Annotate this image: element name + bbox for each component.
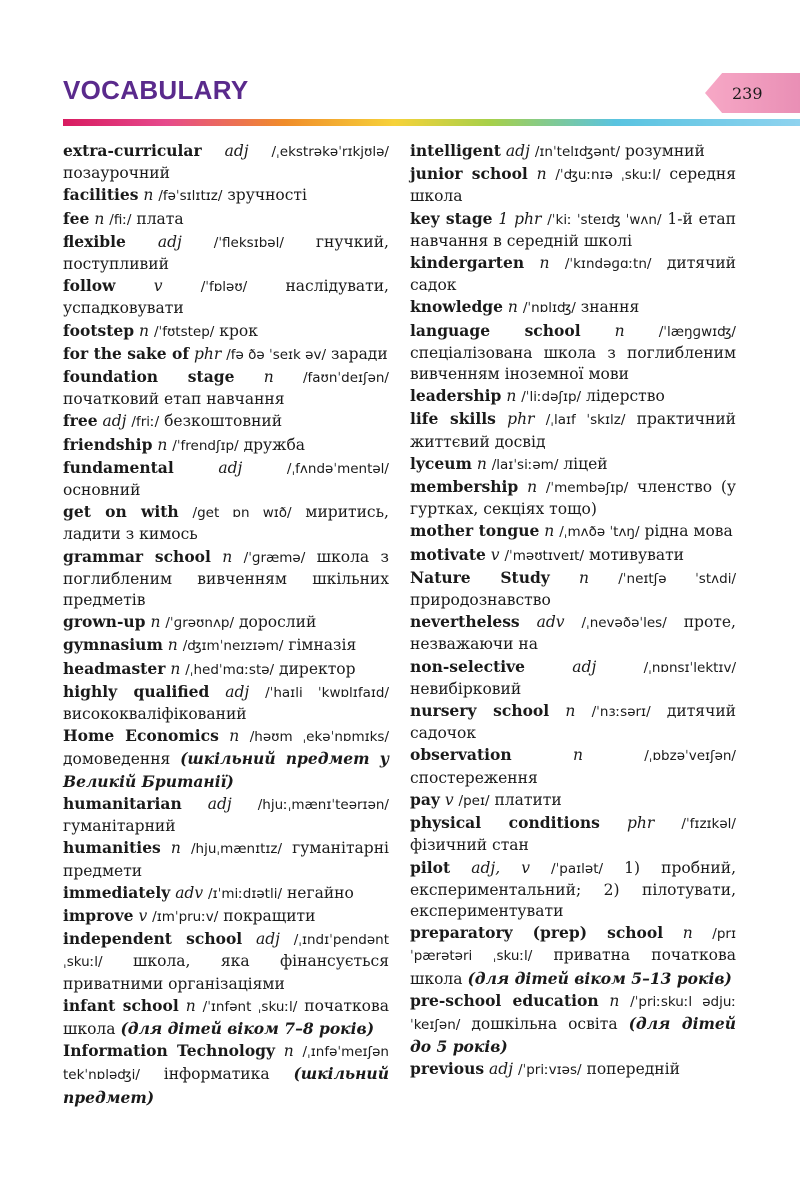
translation: спеціалізована школа з поглибленим вивченням іноземної мови (410, 343, 736, 384)
part-of-speech: n (229, 727, 240, 746)
vocab-entry (63, 837, 389, 881)
vocab-entry (63, 457, 389, 501)
vocab-entry (63, 793, 389, 837)
headword: improve (63, 905, 134, 925)
part-of-speech: adv (175, 883, 204, 902)
headword: preparatory (prep) school (410, 923, 664, 943)
part-of-speech: n (170, 839, 181, 858)
translation: позаурочний (63, 164, 170, 183)
transcription: /ɪnˈtelɪʤənt/ (534, 144, 621, 160)
usage-note: (для дітей до 5 років) (410, 1013, 737, 1057)
translation: дорослий (238, 613, 317, 632)
vocab-entry (63, 928, 389, 995)
transcription: /ɪˈmiːdɪətli/ (208, 885, 283, 902)
transcription: /ˌmʌðə ˈtʌŋ/ (559, 524, 640, 541)
transcription: /ˈnɒlɪʤ/ (522, 300, 576, 317)
transcription: /ˈɪnfənt ˌskuːl/ (202, 998, 298, 1015)
transcription: /ˈɡrəʊnʌp/ (165, 615, 235, 632)
transcription: /fə ðə ˈseɪk əv/ (226, 346, 327, 363)
headword: junior school (410, 164, 528, 184)
headword: flexible (63, 231, 126, 251)
part-of-speech: adv (536, 613, 565, 632)
transcription: /ˈneɪtʃə ˈstʌdi/ (618, 570, 736, 587)
translation: плата (136, 209, 184, 228)
translation: розумний (624, 142, 705, 160)
translation: дитячий садочок (410, 702, 736, 743)
vocab-entry (63, 320, 389, 343)
part-of-speech: n (139, 321, 150, 340)
headword: membership (410, 477, 519, 497)
translation: крок (219, 321, 258, 340)
part-of-speech: adj (505, 142, 530, 160)
translation: рідна мова (644, 522, 733, 541)
translation: дружба (243, 435, 306, 454)
translation: дитячий садок (410, 254, 736, 295)
rainbow-divider (63, 119, 800, 126)
translation: спостереження (410, 768, 538, 787)
vocab-entry (63, 611, 389, 634)
headword: grammar school (63, 546, 211, 566)
part-of-speech: n (614, 321, 625, 340)
transcription: /ˈməʊtɪveɪt/ (504, 547, 585, 564)
part-of-speech: n (527, 478, 538, 497)
vocab-entry (63, 140, 389, 184)
headword: physical conditions (410, 813, 600, 833)
transcription: /ˈkɪndəɡɑːtn/ (564, 256, 652, 273)
headword: Nature Study (410, 567, 550, 587)
vocab-entry (63, 231, 389, 275)
part-of-speech: n (539, 254, 550, 273)
transcription: /ˌekstrəkəˈrɪkjʊlə/ (271, 144, 389, 160)
part-of-speech: phr (507, 410, 535, 429)
headword: leadership (410, 386, 502, 406)
translation: миритись, ладити з кимось (63, 503, 389, 544)
translation: висококваліфікований (63, 705, 247, 724)
translation: наслідувати, успадковувати (63, 277, 389, 318)
headword: free (63, 411, 98, 431)
headword: nevertheless (410, 612, 520, 632)
headword: pre-school education (410, 990, 599, 1010)
transcription: /ˌnevəðəˈles/ (581, 615, 667, 632)
headword: previous (410, 1059, 485, 1079)
translation: школа, яка фінансується приватними організаціями (63, 952, 389, 993)
headword: humanities (63, 838, 161, 858)
headword: kindergarten (410, 253, 525, 273)
vocab-entry (410, 140, 736, 163)
vocab-entry (410, 163, 736, 207)
headword: key stage (410, 208, 493, 228)
translation: фізичний стан (410, 836, 529, 855)
translation: практичний життєвий досвід (410, 410, 736, 451)
translation: попередній (586, 1060, 680, 1079)
transcription: /ˈfleksɪbəl/ (213, 234, 284, 251)
usage-note: (для дітей віком 7–8 років) (120, 1018, 375, 1038)
part-of-speech: n (544, 522, 555, 541)
vocab-entry (63, 681, 389, 725)
transcription: /ˌɒbzəˈveɪʃən/ (644, 748, 736, 765)
translation: школа з поглибленим вивченням шкільних предметів (63, 547, 389, 610)
part-of-speech: v (444, 790, 454, 809)
vocab-entry (410, 208, 736, 252)
part-of-speech: n (185, 996, 196, 1015)
part-of-speech: adj (218, 458, 243, 477)
headword: language school (410, 320, 581, 340)
translation: ліцей (563, 454, 608, 473)
transcription: /peɪ/ (458, 792, 490, 809)
vocab-entry (410, 476, 736, 520)
vocab-entry (63, 905, 389, 928)
translation: приватна початкова школа (410, 946, 736, 988)
headword: independent school (63, 929, 243, 949)
headword: nursery school (410, 701, 550, 721)
part-of-speech: v (138, 906, 148, 925)
vocab-entry (410, 744, 736, 788)
part-of-speech: adj (224, 142, 249, 160)
vocab-entry (410, 296, 736, 319)
headword: footstep (63, 320, 135, 340)
transcription: /ˈpaɪlət/ (551, 860, 604, 877)
page-title: VOCABULARY (63, 75, 249, 105)
part-of-speech: n (150, 613, 161, 632)
headword: immediately (63, 882, 171, 902)
headword: facilities (63, 185, 139, 205)
transcription: /hjuˌmænɪtɪz/ (190, 841, 283, 858)
vocab-entry (63, 546, 389, 612)
part-of-speech: adj (207, 794, 232, 813)
part-of-speech: phr (626, 814, 655, 833)
transcription: /ˈlæŋɡwɪʤ/ (658, 323, 736, 340)
translation: середня школа (410, 165, 736, 206)
transcription: /fəˈsɪlɪtɪz/ (158, 188, 223, 205)
translation: гімназія (288, 636, 357, 655)
headword: highly qualified (63, 681, 210, 701)
part-of-speech: adj (572, 657, 597, 676)
part-of-speech: n (143, 186, 154, 205)
transcription: /friː/ (131, 414, 160, 431)
transcription: /ˈfɒləʊ/ (200, 279, 248, 296)
headword: infant school (63, 995, 179, 1015)
translation: 1) пробний, експериментальний; 2) пілотувати, експериментувати (410, 858, 736, 920)
translation: початкова школа (63, 996, 389, 1038)
transcription: /ˈfrendʃɪp/ (172, 437, 239, 454)
headword: gymnasium (63, 635, 163, 655)
headword: mother tongue (410, 521, 540, 541)
page-number: 239 (732, 84, 763, 103)
transcription: /faʊnˈdeɪʃən/ (302, 370, 389, 387)
vocab-entry (410, 544, 736, 567)
usage-note: (для дітей віком 5–13 років) (467, 968, 732, 988)
transcription: /ˌlaɪf ˈskɪlz/ (545, 412, 626, 429)
headword: Home Economics (63, 726, 219, 746)
headword: Information Technology (63, 1041, 276, 1061)
vocab-entry (63, 634, 389, 657)
translation: гуманітарний (63, 817, 176, 836)
part-of-speech: n (506, 387, 517, 406)
transcription: /həʊm ˌekəˈnɒmɪks/ (249, 729, 390, 746)
transcription: /ɪmˈpruːv/ (152, 908, 219, 925)
headword: extra-curricular (63, 141, 202, 160)
part-of-speech: v (153, 277, 163, 296)
translation: проте, незважаючи на (410, 613, 736, 654)
part-of-speech: n (682, 924, 693, 943)
vocab-entry (63, 995, 389, 1040)
translation: знання (580, 298, 640, 317)
translation: початковий етап навчання (63, 390, 285, 409)
translation: гнучкий, поступливий (63, 232, 389, 274)
transcription: /ˌɪnfəˈmeɪʃən tekˈnɒləʤi/ (63, 1044, 389, 1084)
headword: lyceum (410, 453, 472, 473)
headword: fee (63, 208, 90, 228)
usage-note: (шкільний предмет у Великій Британії) (63, 749, 389, 791)
vocab-entry (410, 408, 736, 452)
headword: life skills (410, 409, 496, 429)
transcription: /ˌhedˈmɑːstə/ (185, 661, 275, 678)
vocabulary-column-right (410, 140, 736, 1082)
vocab-entry (410, 385, 736, 408)
translation: покращити (223, 906, 316, 925)
transcription: /fiː/ (109, 211, 132, 228)
vocab-entry (410, 252, 736, 296)
part-of-speech: adj (102, 412, 127, 431)
part-of-speech: phr (193, 344, 222, 363)
translation: мотивувати (588, 545, 684, 564)
part-of-speech: n (157, 435, 168, 454)
translation: 1-й етап навчання в середній школі (410, 209, 736, 250)
part-of-speech: adj (225, 682, 250, 701)
part-of-speech: n (579, 568, 590, 587)
part-of-speech: adj (489, 1060, 514, 1079)
vocab-entry (63, 882, 389, 905)
transcription: /ˌnɒnsɪˈlektɪv/ (643, 659, 736, 676)
transcription: /laɪˈsiːəm/ (491, 456, 559, 473)
transcription: /prɪˈpærətəri ˌskuːl/ (410, 926, 736, 965)
translation: інформатика (163, 1065, 270, 1084)
part-of-speech: n (609, 991, 620, 1010)
vocab-entry (63, 275, 389, 319)
translation: домоведення (63, 750, 171, 769)
headword: for the sake of (63, 343, 190, 363)
translation: зручності (227, 186, 307, 205)
vocab-entry (410, 656, 736, 700)
vocab-entry (410, 990, 736, 1059)
translation: дошкільна освіта (471, 1014, 618, 1033)
vocab-entry (63, 434, 389, 457)
translation: природознавство (410, 591, 551, 610)
headword: knowledge (410, 297, 503, 317)
part-of-speech: 1 phr (498, 209, 542, 228)
headword: headmaster (63, 658, 166, 678)
vocab-entry (63, 658, 389, 681)
vocab-entry (63, 501, 389, 545)
translation: гуманітарні предмети (63, 839, 389, 880)
part-of-speech: adj (255, 930, 280, 949)
vocab-entry (63, 343, 389, 366)
transcription: /hjuːˌmænɪˈteərɪən/ (257, 796, 389, 813)
vocab-entry (410, 611, 736, 655)
headword: observation (410, 745, 512, 765)
vocab-entry (410, 922, 736, 990)
vocab-entry (410, 1058, 736, 1081)
headword: non-selective (410, 656, 526, 676)
part-of-speech: n (170, 659, 181, 678)
vocab-entry (63, 184, 389, 207)
headword: pilot (410, 857, 451, 877)
part-of-speech: n (536, 165, 547, 184)
part-of-speech: n (263, 368, 274, 387)
part-of-speech: adj, v (471, 858, 530, 877)
translation: невибірковий (410, 679, 522, 698)
transcription: /ˈmembəʃɪp/ (545, 480, 629, 497)
transcription: /ˈpriːskuːl ədjuːˈkeɪʃən/ (410, 993, 736, 1033)
headword: pay (410, 789, 440, 809)
part-of-speech: n (507, 298, 518, 317)
part-of-speech: adj (157, 232, 182, 251)
vocab-entry (410, 700, 736, 744)
vocab-entry (410, 812, 736, 856)
headword: foundation stage (63, 367, 235, 387)
headword: fundamental (63, 457, 174, 477)
vocab-entry (410, 453, 736, 476)
transcription: /ˈʤuːnɪə ˌskuːl/ (555, 167, 661, 184)
translation: негайно (286, 883, 354, 902)
transcription: /ˈhaɪli ˈkwɒlɪfaɪd/ (265, 684, 389, 701)
vocabulary-column-left (63, 140, 389, 1109)
translation: лідерство (586, 387, 665, 406)
translation: основний (63, 481, 141, 500)
transcription: /ˈpriːvɪəs/ (517, 1062, 582, 1079)
part-of-speech: n (222, 547, 233, 566)
transcription: /ˈliːdəʃɪp/ (521, 389, 582, 406)
translation: членство (у гуртках, секціях тощо) (410, 478, 736, 519)
translation: платити (494, 790, 562, 809)
vocab-entry (410, 789, 736, 812)
vocab-entry (63, 366, 389, 410)
transcription: /ˈkiː ˈsteɪʤ ˈwʌn/ (547, 211, 662, 228)
vocab-entry (63, 1040, 389, 1109)
part-of-speech: n (167, 636, 178, 655)
vocab-entry (410, 857, 736, 923)
vocab-entry (63, 410, 389, 433)
transcription: /ʤɪmˈneɪzɪəm/ (182, 638, 284, 655)
headword: follow (63, 276, 116, 296)
transcription: /ˌfʌndəˈmentəl/ (286, 460, 389, 477)
vocab-entry (63, 725, 389, 793)
vocab-entry (63, 208, 389, 231)
part-of-speech: n (94, 209, 105, 228)
part-of-speech: n (572, 746, 583, 765)
part-of-speech: v (490, 545, 500, 564)
translation: директор (279, 659, 356, 678)
transcription: /ˈnɜːsərɪ/ (591, 704, 651, 721)
headword: intelligent (410, 141, 501, 160)
transcription: /ˈfɪzɪkəl/ (681, 816, 736, 833)
headword: get on with (63, 502, 179, 522)
translation: безкоштовний (164, 412, 283, 431)
transcription: /get ɒn wɪð/ (192, 505, 292, 522)
translation: заради (330, 344, 388, 363)
part-of-speech: n (283, 1042, 294, 1061)
headword: motivate (410, 544, 486, 564)
usage-note: (шкільний предмет) (63, 1064, 389, 1107)
part-of-speech: n (565, 702, 576, 721)
headword: grown-up (63, 612, 146, 632)
transcription: /ˈfʊtstep/ (153, 323, 215, 340)
headword: friendship (63, 434, 153, 454)
vocab-entry (410, 520, 736, 543)
vocab-entry (410, 320, 736, 386)
vocab-entry (410, 567, 736, 611)
transcription: /ˌɪndɪˈpendənt ˌskuːl/ (63, 932, 389, 971)
part-of-speech: n (476, 454, 487, 473)
transcription: /ˈɡræmə/ (243, 549, 306, 566)
headword: humanitarian (63, 793, 182, 813)
